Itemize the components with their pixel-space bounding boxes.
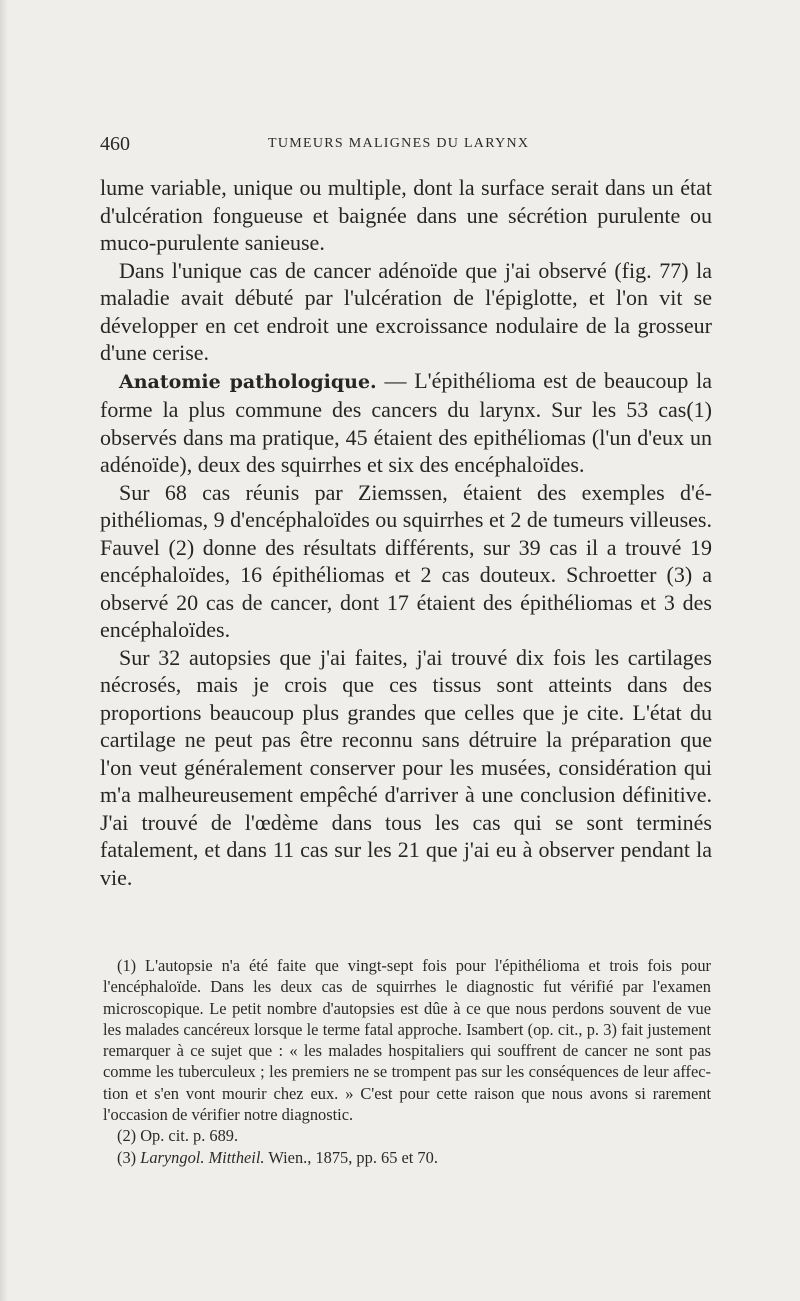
page-header <box>100 133 712 157</box>
paragraph-continuation: lume variable, unique ou multiple, dont la surface serait dans un état d'ulcération fongueuse et baignée dans une sécrétion purulente ou muco-purulente sanieuse. <box>100 175 712 255</box>
main-text <box>100 174 712 891</box>
section-heading: Anatomie pathologique. <box>119 370 377 393</box>
footnote-3 <box>103 1147 711 1168</box>
paragraph-adenoid-case: Dans l'unique cas de cancer adénoïde que j'ai observé (fig. 77) la maladie avait débuté par l'ulcération de l'épiglotte, et l'on vit se développer en cet endroit une excroissance nodulaire de la grosseur d'une cerise. <box>100 257 712 365</box>
page-number: 460 <box>100 133 130 155</box>
paragraph-anatomy <box>100 367 712 479</box>
paragraph-autopsies: Sur 32 autopsies que j'ai faites, j'ai trouvé dix fois les cartilages nécrosés, mais je crois que ces tissus sont atteints dans des proportions beaucoup plus grandes que celles que je cite. L'état du cartilage ne peut pas être reconnu sans détruire la préparation que l'on veut généralement conserver pour les musées, considération qui m'a malheureusement empêché d'arriver à une conclusion définitive. J'ai trouvé de l'œdème dans tous les cas qui se sont terminés fatalement, et dans 11 cas sur les 21 que j'ai eu à observer pendant la vie. <box>100 644 712 890</box>
footnote-3-prefix: (3) <box>117 1147 141 1167</box>
running-head: TUMEURS MALIGNES DU LARYNX <box>268 136 530 151</box>
page-edge-shadow <box>0 0 8 1301</box>
paragraph-statistics: Sur 68 cas réunis par Ziemssen, étaient des exemples d'épithéliomas, 9 d'encéphaloïdes ou squirrhes et 2 de tumeurs villeuses. Fauvel (2) donne des résultats différents, sur 39 cas il a trouvé 19 encéphaloïdes, 16 épithéliomas et 2 cas douteux. Schroetter (3) a observé 20 cas de cancer, dont 17 étaient des épithéliomas et 3 des encéphaloïdes. <box>100 479 712 642</box>
footnote-2: (2) Op. cit. p. 689. <box>117 1126 239 1146</box>
footnotes <box>103 955 711 1168</box>
footnote-1: (1) L'autopsie n'a été faite que vingt-sept fois pour l'épithélioma et trois fois pour l'encéphaloïde. Dans les deux cas de squirrhes le diagnostic fut vérifié par l'examen microscopique. Le petit nombre d'autopsies est dûe à ce que nous perdons souvent de vue les malades cancéreux lorsque le terme fatal approche. Isambert (op. cit., p. 3) fait justement remarquer à ce sujet que : « les malades hospitaliers qui souffrent de cancer ne sont pas comme les tuberculeux ; les premiers ne se trompent pas sur les conséquences de leur affection et s'en vont mourir chez eux. » C'est pour cette raison que nous avons si rarement l'occasion de vérifier notre diagnostic. <box>103 956 711 1125</box>
footnote-3-title: Laryngol. Mittheil. <box>140 1147 265 1167</box>
paragraph-anatomy-text: — L'épithélioma est de beaucoup la forme la plus commune des cancers du larynx. Sur les 53 cas(1) observés dans ma pratique, 45 étaient des epithéliomas (l'un d'eux un adénoïde), deux des squirrhes et six des encéphaloïdes. <box>100 367 712 477</box>
footnote-3-rest: Wien., 1875, pp. 65 et 70. <box>264 1147 438 1167</box>
